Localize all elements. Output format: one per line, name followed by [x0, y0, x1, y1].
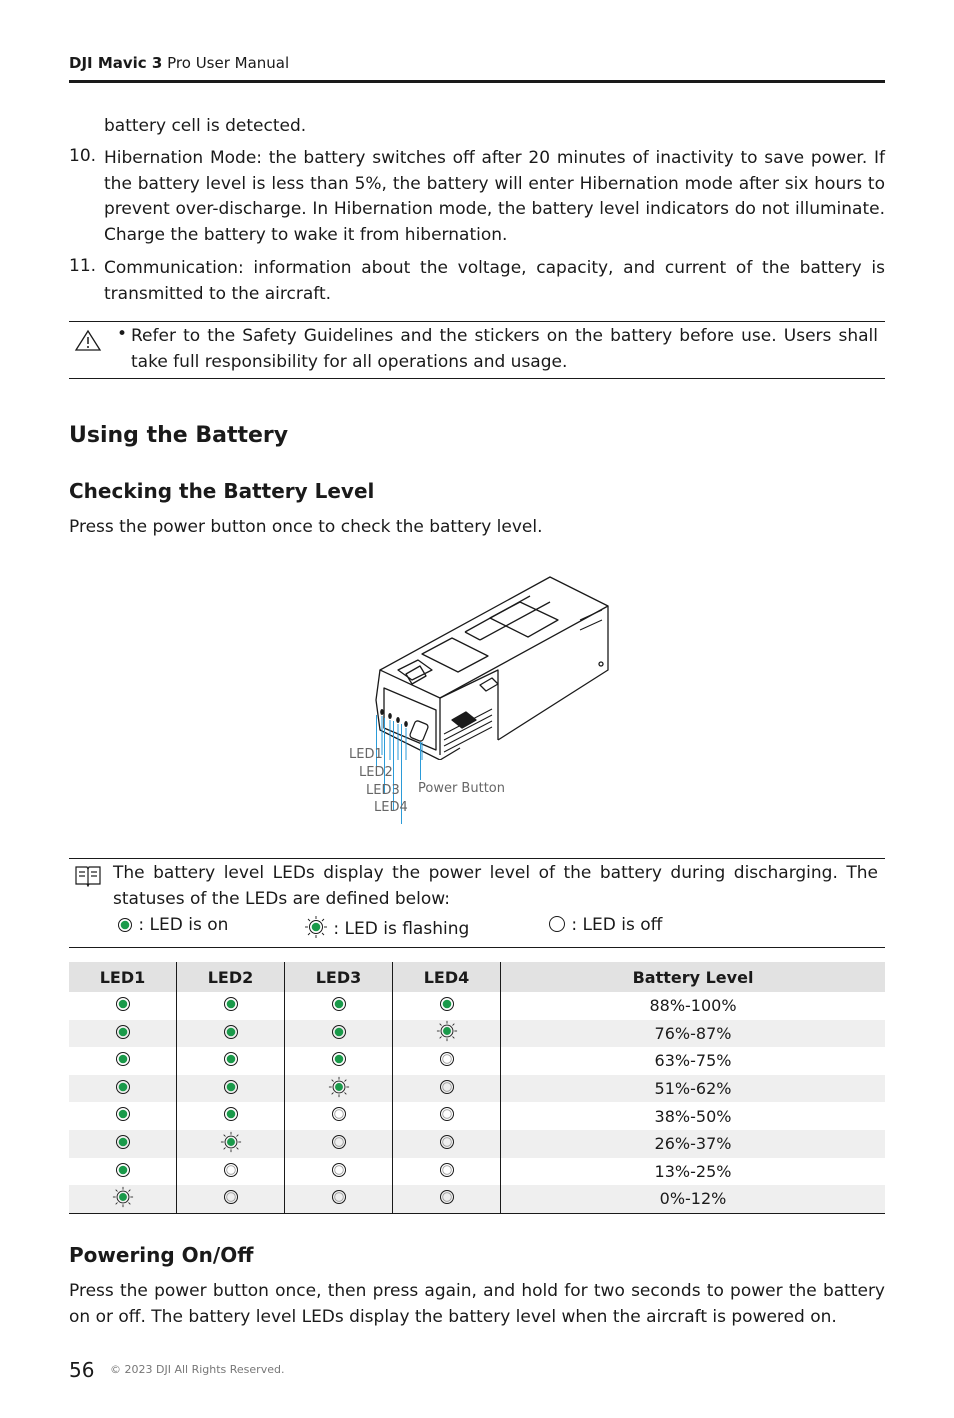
- copyright: © 2023 DJI All Rights Reserved.: [110, 1363, 285, 1376]
- led3-cell: [285, 1047, 393, 1075]
- led-off-icon: [223, 1189, 239, 1209]
- table-row: [69, 1102, 885, 1130]
- led-on-icon: [115, 1106, 131, 1126]
- led-off-icon: [548, 915, 566, 938]
- legend-flashing-label: : LED is flashing: [333, 919, 470, 939]
- table-row: [69, 1075, 885, 1103]
- led4-cell: [393, 1047, 501, 1075]
- subsection-title-checking: Checking the Battery Level: [69, 479, 375, 503]
- table-row: [69, 1047, 885, 1075]
- led2-cell: [177, 1130, 285, 1158]
- led4-cell: [393, 1102, 501, 1130]
- running-header: [69, 54, 289, 72]
- led3-cell: [285, 1102, 393, 1130]
- led3-cell: [285, 1158, 393, 1186]
- header-led1: LED1: [69, 962, 177, 992]
- led-on-icon: [223, 1106, 239, 1126]
- table-row: [69, 1158, 885, 1186]
- led4-cell: [393, 992, 501, 1020]
- led2-cell: [177, 1158, 285, 1186]
- led-on-icon: [223, 996, 239, 1016]
- led4-cell: [393, 1075, 501, 1103]
- led1-cell: [69, 1102, 177, 1130]
- led1-cell: [69, 1185, 177, 1213]
- led2-cell: [177, 1020, 285, 1048]
- battery-level-cell: 38%-50%: [501, 1102, 886, 1130]
- battery-level-cell: 13%-25%: [501, 1158, 886, 1186]
- led4-cell: [393, 1020, 501, 1048]
- led-off-icon: [223, 1162, 239, 1182]
- table-row: [69, 1185, 885, 1213]
- battery-level-cell: 88%-100%: [501, 992, 886, 1020]
- led-off-icon: [439, 1051, 455, 1071]
- led1-cell: [69, 1130, 177, 1158]
- warning-top-rule: [69, 321, 885, 322]
- led2-label: LED2: [359, 765, 393, 780]
- led2-cell: [177, 1102, 285, 1130]
- led-off-icon: [439, 1106, 455, 1126]
- led-flashing-icon: [304, 915, 328, 944]
- legend-off: [548, 915, 662, 938]
- led1-cell: [69, 992, 177, 1020]
- led-on-icon: [331, 996, 347, 1016]
- led-flashing-icon: [112, 1186, 134, 1212]
- header-rule: [69, 80, 885, 83]
- led-off-icon: [331, 1134, 347, 1154]
- table-row: [69, 992, 885, 1020]
- note-text: The battery level LEDs display the power level of the battery during discharging. The statuses of the LEDs are defined below:: [113, 863, 878, 909]
- led-off-icon: [331, 1106, 347, 1126]
- led3-cell: [285, 1075, 393, 1103]
- legend-off-label: : LED is off: [571, 915, 663, 935]
- power-button-callout-line: [420, 742, 422, 780]
- header-battery-level: Battery Level: [501, 962, 886, 992]
- header-led3: LED3: [285, 962, 393, 992]
- led-flashing-icon: [220, 1131, 242, 1157]
- led3-cell: [285, 1185, 393, 1213]
- led-off-icon: [439, 1162, 455, 1182]
- battery-level-cell: 76%-87%: [501, 1020, 886, 1048]
- list-item-hibernation: Hibernation Mode: the battery switches off after 20 minutes of inactivity to save power. If the battery level is less than 5%, the battery will enter Hibernation mode after six hours to prevent over-discharge. In Hibernation mode, the battery level indicators do not illuminate. Charge the battery to wake it from hibernation.: [104, 148, 885, 245]
- page-number: 56: [69, 1358, 95, 1382]
- book-icon: [74, 865, 102, 887]
- table-row: [69, 1130, 885, 1158]
- led1-cell: [69, 1075, 177, 1103]
- battery-level-cell: 26%-37%: [501, 1130, 886, 1158]
- list-item-communication: Communication: information about the voltage, capacity, and current of the battery is transmitted to the aircraft.: [104, 258, 885, 304]
- warning-triangle-icon: [74, 328, 102, 352]
- led-off-icon: [331, 1189, 347, 1209]
- battery-level-cell: 0%-12%: [501, 1185, 886, 1213]
- led-off-icon: [439, 1134, 455, 1154]
- led-on-icon: [223, 1079, 239, 1099]
- led2-cell: [177, 1185, 285, 1213]
- led-on-icon: [117, 917, 133, 938]
- led2-callout-line: [384, 718, 386, 793]
- header-led2: LED2: [177, 962, 285, 992]
- header-title: Pro User Manual: [167, 54, 290, 72]
- led1-label: LED1: [349, 747, 383, 762]
- powering-text: Press the power button once, then press again, and hold for two seconds to power the battery on or off. The battery level LEDs display the battery level when the aircraft is powered on.: [69, 1281, 885, 1327]
- header-brand: DJI Mavic 3: [69, 54, 163, 72]
- legend-flashing: [304, 915, 469, 944]
- battery-level-cell: 63%-75%: [501, 1047, 886, 1075]
- list-continuation: battery cell is detected.: [104, 116, 307, 136]
- led-on-icon: [223, 1051, 239, 1071]
- led-off-icon: [331, 1162, 347, 1182]
- led-on-icon: [115, 996, 131, 1016]
- led2-cell: [177, 1047, 285, 1075]
- led-off-icon: [439, 1189, 455, 1209]
- note-top-rule: [69, 858, 885, 859]
- led-on-icon: [439, 996, 455, 1016]
- led-flashing-icon: [328, 1076, 350, 1102]
- section-title: Using the Battery: [69, 423, 289, 448]
- battery-illustration: [370, 570, 615, 760]
- led3-label: LED3: [366, 783, 400, 798]
- warning-bullet: •: [117, 324, 128, 344]
- led4-label: LED4: [374, 800, 408, 815]
- battery-level-cell: 51%-62%: [501, 1075, 886, 1103]
- led1-cell: [69, 1047, 177, 1075]
- note-bottom-rule: [69, 947, 885, 948]
- led-on-icon: [115, 1024, 131, 1044]
- led4-cell: [393, 1185, 501, 1213]
- battery-level-table: [69, 962, 885, 1214]
- checking-text: Press the power button once to check the battery level.: [69, 517, 543, 537]
- legend-on-label: : LED is on: [138, 915, 229, 935]
- list-number: 10.: [69, 146, 97, 166]
- led-on-icon: [331, 1024, 347, 1044]
- list-number: 11.: [69, 256, 97, 276]
- legend-on: [117, 915, 228, 938]
- led3-cell: [285, 1130, 393, 1158]
- led-flashing-icon: [436, 1020, 458, 1046]
- led-on-icon: [115, 1162, 131, 1182]
- led3-cell: [285, 992, 393, 1020]
- led1-cell: [69, 1158, 177, 1186]
- led-on-icon: [115, 1051, 131, 1071]
- table-row: [69, 1020, 885, 1048]
- led-on-icon: [115, 1079, 131, 1099]
- warning-bottom-rule: [69, 378, 885, 379]
- subsection-title-powering: Powering On/Off: [69, 1243, 254, 1267]
- led-on-icon: [223, 1024, 239, 1044]
- led3-cell: [285, 1020, 393, 1048]
- power-button-label: Power Button: [418, 781, 505, 796]
- led-on-icon: [115, 1134, 131, 1154]
- led-on-icon: [331, 1051, 347, 1071]
- led2-cell: [177, 992, 285, 1020]
- led2-cell: [177, 1075, 285, 1103]
- led1-cell: [69, 1020, 177, 1048]
- header-led4: LED4: [393, 962, 501, 992]
- led-off-icon: [439, 1079, 455, 1099]
- led4-cell: [393, 1130, 501, 1158]
- led4-cell: [393, 1158, 501, 1186]
- table-header-row: [69, 962, 885, 992]
- warning-text: Refer to the Safety Guidelines and the stickers on the battery before use. Users shall take full responsibility for all operations and usage.: [131, 326, 878, 372]
